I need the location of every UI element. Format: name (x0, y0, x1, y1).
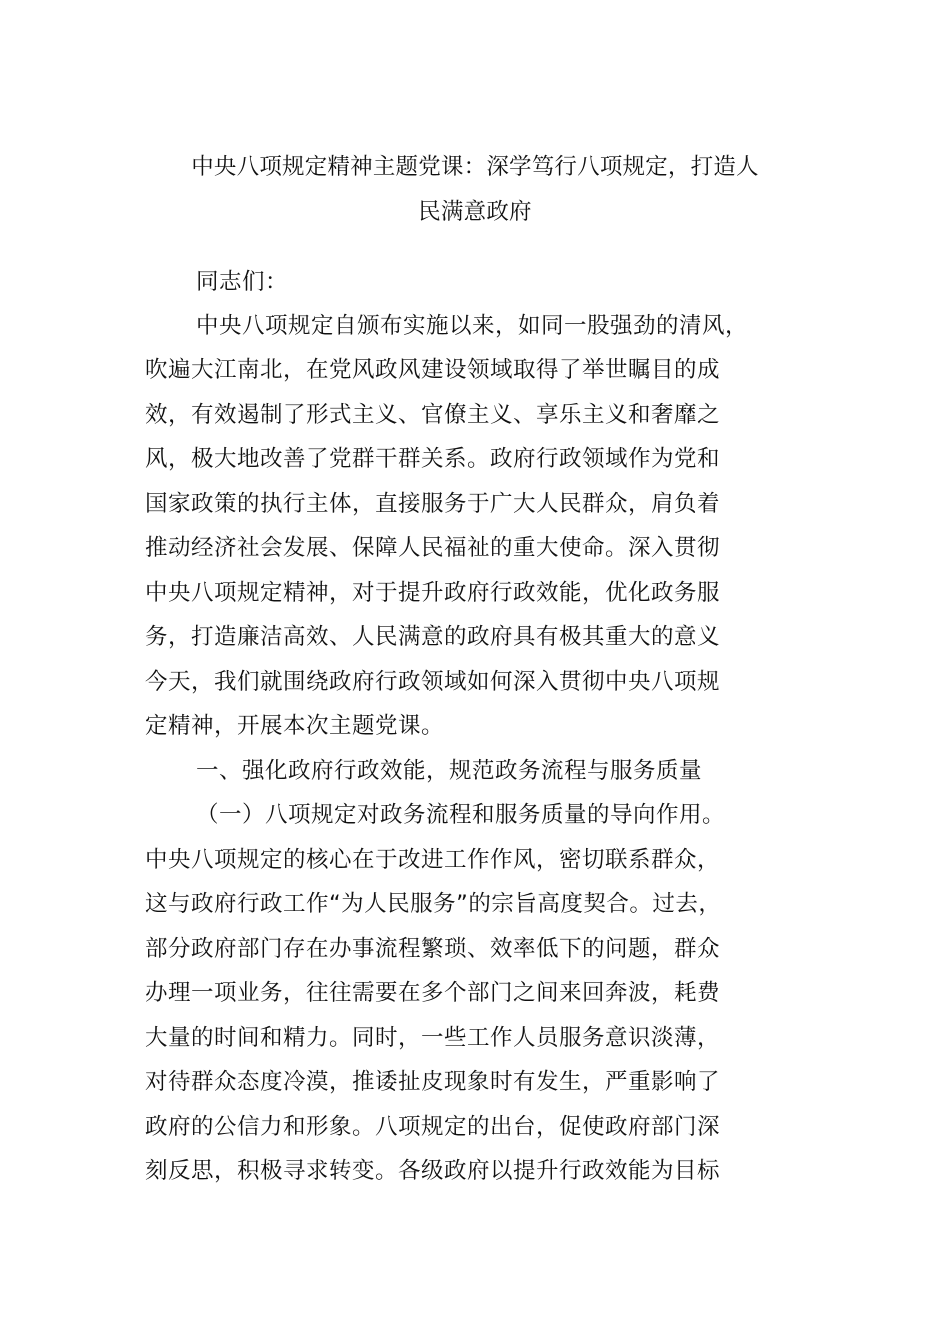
body-line: 中央八项规定精神，对于提升政府行政效能，优化政务服 (145, 580, 721, 606)
body-line: 今天，我们就围绕政府行政领域如何深入贯彻中央八项规 (145, 669, 721, 695)
section-heading-1: 一、强化政府行政效能，规范政务流程与服务质量 (196, 758, 703, 784)
salutation: 同志们： (196, 269, 289, 295)
body-line: 对待群众态度冷漠，推诿扯皮现象时有发生，严重影响了 (145, 1069, 721, 1095)
document-title-line-2: 民满意政府 (418, 199, 532, 225)
body-line: 推动经济社会发展、保障人民福祉的重大使命。深入贯彻 (145, 535, 721, 561)
body-line: 国家政策的执行主体，直接服务于广大人民群众，肩负着 (145, 491, 721, 517)
body-line: 风，极大地改善了党群干群关系。政府行政领域作为党和 (145, 446, 721, 472)
body-line: 中央八项规定自颁布实施以来，如同一股强劲的清风， (196, 313, 749, 339)
body-line: 大量的时间和精力。同时，一些工作人员服务意识淡薄， (145, 1025, 721, 1051)
body-line: 政府的公信力和形象。八项规定的出台，促使政府部门深 (145, 1114, 721, 1140)
body-line: 中央八项规定的核心在于改进工作作风，密切联系群众， (145, 847, 721, 873)
body-line: 办理一项业务，往往需要在多个部门之间来回奔波，耗费 (145, 980, 721, 1006)
body-line: 部分政府部门存在办事流程繁琐、效率低下的问题，群众 (145, 936, 721, 962)
body-line: 刻反思，积极寻求转变。各级政府以提升行政效能为目标 (145, 1158, 721, 1184)
body-line: 定精神，开展本次主题党课。 (145, 713, 445, 739)
subsection-heading-1-1: （一）八项规定对政务流程和服务质量的导向作用。 (196, 802, 726, 828)
body-line: 务，打造廉洁高效、人民满意的政府具有极其重大的意义 (145, 624, 721, 650)
body-line: 吹遍大江南北，在党风政风建设领域取得了举世瞩目的成 (145, 357, 721, 383)
document-title-line-1: 中央八项规定精神主题党课：深学笃行八项规定，打造人 (191, 154, 759, 180)
body-line: 这与政府行政工作“为人民服务”的宗旨高度契合。过去， (145, 891, 722, 917)
body-line: 效，有效遏制了形式主义、官僚主义、享乐主义和奢靡之 (145, 402, 721, 428)
